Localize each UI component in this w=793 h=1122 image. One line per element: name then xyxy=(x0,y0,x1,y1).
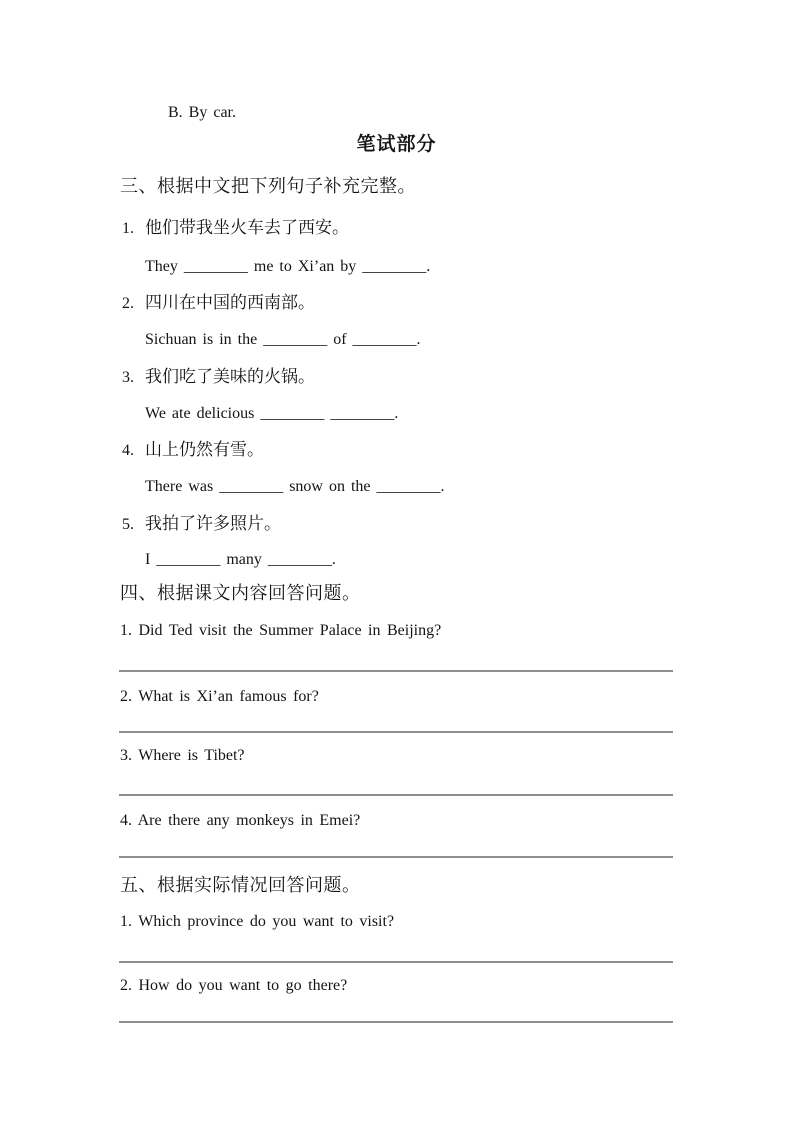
answer-line xyxy=(119,794,673,796)
item-number: 4. xyxy=(122,442,134,459)
chinese-sentence: 他们带我坐火车去了西安。 xyxy=(145,218,349,237)
section3-item-1-chinese xyxy=(122,218,349,238)
section4-title: 四、根据课文内容回答问题。 xyxy=(120,583,361,603)
answer-line xyxy=(119,1021,673,1023)
section4-question-4: 4. Are there any monkeys in Emei? xyxy=(120,812,361,829)
item-number: 3. xyxy=(122,369,134,386)
section3-item-5-chinese xyxy=(122,514,281,534)
chinese-sentence: 我拍了许多照片。 xyxy=(145,514,281,533)
item-number: 2. xyxy=(122,295,134,312)
section3-item-4-chinese xyxy=(122,440,264,460)
section5-question-2: 2. How do you want to go there? xyxy=(120,977,348,994)
section3-item-5-english: I ________ many ________. xyxy=(145,551,336,568)
section3-item-2-chinese xyxy=(122,293,315,313)
section5-title: 五、根据实际情况回答问题。 xyxy=(120,875,361,895)
section3-item-3-english: We ate delicious ________ ________. xyxy=(145,405,399,422)
section3-item-3-chinese xyxy=(122,367,315,387)
section3-item-2-english: Sichuan is in the ________ of ________. xyxy=(145,331,421,348)
answer-line xyxy=(119,670,673,672)
answer-line xyxy=(119,856,673,858)
option-b-text: B. By car. xyxy=(168,104,236,121)
written-test-header: 笔试部分 xyxy=(356,134,437,155)
answer-line xyxy=(119,731,673,733)
section4-question-1: 1. Did Ted visit the Summer Palace in Beijing? xyxy=(120,622,442,639)
chinese-sentence: 我们吃了美味的火锅。 xyxy=(145,367,315,386)
section3-item-4-english: There was ________ snow on the ________. xyxy=(145,478,445,495)
section4-question-2: 2. What is Xi’an famous for? xyxy=(120,688,319,705)
section5-question-1: 1. Which province do you want to visit? xyxy=(120,913,395,930)
item-number: 1. xyxy=(122,220,134,237)
answer-line xyxy=(119,961,673,963)
item-number: 5. xyxy=(122,516,134,533)
section4-question-3: 3. Where is Tibet? xyxy=(120,747,245,764)
section3-item-1-english: They ________ me to Xi’an by ________. xyxy=(145,258,431,275)
section3-title: 三、根据中文把下列句子补充完整。 xyxy=(120,176,416,196)
chinese-sentence: 四川在中国的西南部。 xyxy=(145,293,315,312)
chinese-sentence: 山上仍然有雪。 xyxy=(145,440,264,459)
